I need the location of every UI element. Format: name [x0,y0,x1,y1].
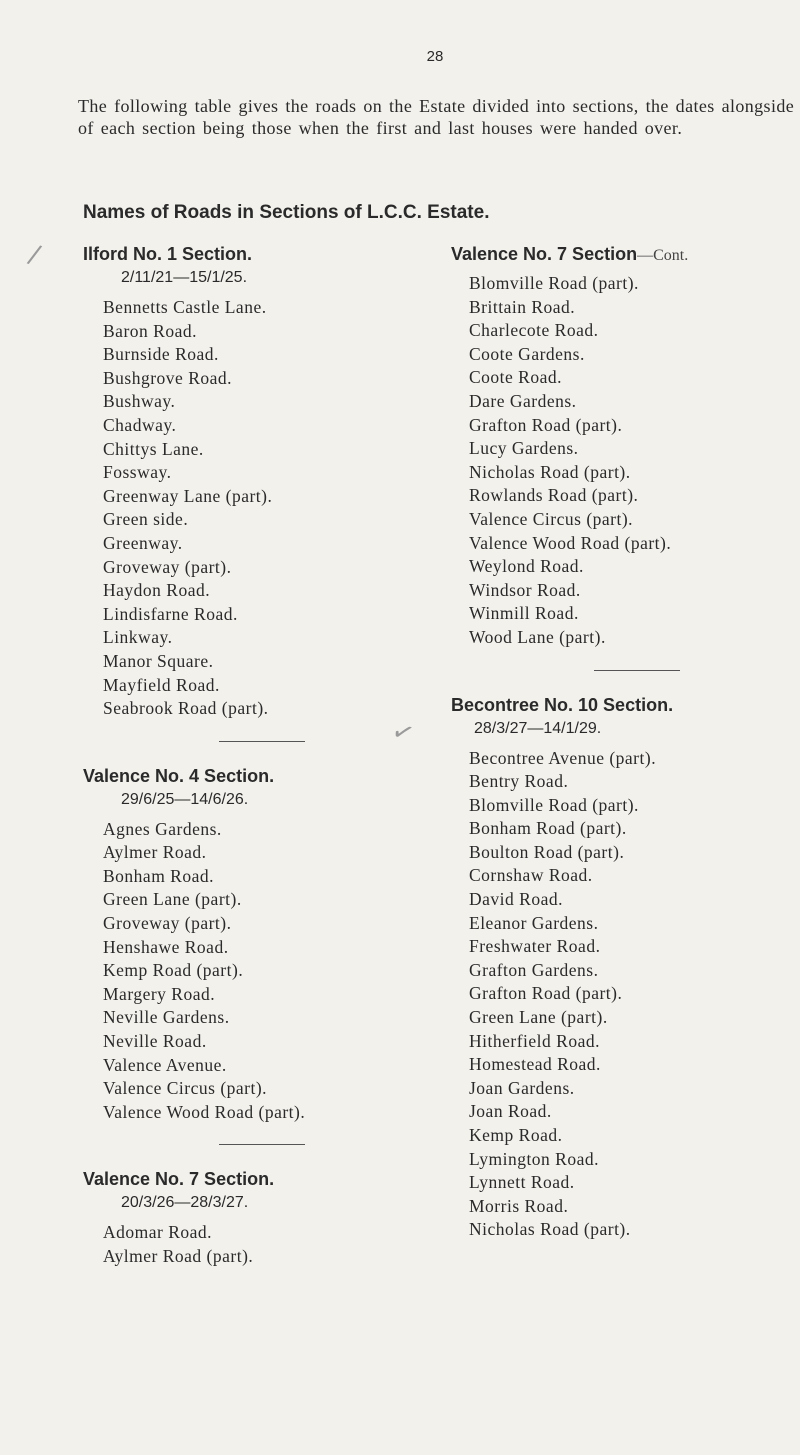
road-name: Greenway. [103,532,183,553]
road-name: Margery Road. [103,983,216,1004]
road-name: Hitherfield Road. [469,1030,600,1051]
section-valence-4 [83,764,443,1125]
section-heading-text: Valence No. 7 Section [451,244,638,264]
road-name: Valence Wood Road (part). [469,532,672,553]
road-name: Valence Circus (part). [103,1078,268,1099]
road-name: Chadway. [103,414,177,435]
road-name: Green side. [103,509,189,530]
section-heading: Valence No. 4 Section. [83,765,275,786]
road-name: Greenway Lane (part). [103,485,273,506]
pencil-tick-mark: ✓ [387,715,419,751]
road-name: Coote Road. [469,367,562,388]
road-name: Burnside Road. [103,344,219,365]
road-name: Aylmer Road (part). [103,1246,254,1266]
section-becontree-10 [451,693,796,1242]
road-name: Bonham Road (part). [469,818,627,839]
road-name: Boulton Road (part). [469,841,625,862]
road-name: Brittain Road. [469,296,576,317]
road-name: Homestead Road. [469,1054,601,1075]
road-name: Nicholas Road (part). [469,461,631,482]
road-name: Grafton Road (part). [469,414,623,435]
intro-paragraph: The following table gives the roads on the Estate divided into sections, the dates alongside of each section being those when the first and last houses were handed over. [78,96,795,138]
road-name: Chittys Lane. [103,438,204,459]
road-name: Lucy Gardens. [469,438,579,459]
road-name: Mayfield Road. [103,674,220,695]
road-name: Kemp Road (part). [103,960,244,981]
road-name: Winmill Road. [469,603,579,624]
section-heading: Ilford No. 1 Section. [83,244,253,264]
road-name: Nicholas Road (part). [469,1219,631,1240]
left-column [83,242,443,1269]
right-column [451,242,796,1242]
road-list [83,818,443,1125]
road-name: Joan Gardens. [469,1077,575,1098]
section-divider [219,1144,305,1145]
road-name: Lindisfarne Road. [103,603,238,624]
road-name: Fossway. [103,462,172,483]
road-list [83,1221,443,1268]
road-name: Aylmer Road. [103,842,207,863]
road-name: Bushway. [103,391,176,412]
road-name: Manor Square. [103,650,214,671]
section-heading [451,242,796,266]
road-name: Rowlands Road (part). [469,485,639,506]
road-name: David Road. [469,889,563,910]
road-name: Groveway (part). [103,913,232,934]
road-name: Green Lane (part). [469,1007,608,1028]
road-name: Morris Road. [469,1195,569,1216]
road-name: Seabrook Road (part). [103,698,269,719]
road-name: Neville Road. [103,1031,207,1052]
road-list [83,296,443,721]
road-name: Lynnett Road. [469,1172,575,1193]
road-name: Bushgrove Road. [103,367,233,388]
road-name: Lymington Road. [469,1148,599,1169]
road-name: Becontree Avenue (part). [469,747,657,768]
section-valence-7-cont [451,242,796,650]
road-name: Green Lane (part). [103,889,242,910]
road-name: Haydon Road. [103,580,211,601]
road-name: Joan Road. [469,1101,552,1122]
section-heading: Becontree No. 10 Section. [451,694,674,715]
section-divider [594,670,680,671]
road-name: Grafton Road (part). [469,983,623,1004]
road-name: Coote Gardens. [469,343,585,364]
road-name: Adomar Road. [103,1222,213,1243]
section-valence-7 [83,1167,443,1268]
road-name: Groveway (part). [103,556,232,577]
section-dates: 28/3/27—14/1/29. [474,719,602,737]
road-name: Charlecote Road. [469,320,599,341]
road-name: Linkway. [103,627,173,648]
section-dates: 29/6/25—14/6/26. [121,790,249,808]
road-name: Windsor Road. [469,579,581,600]
road-name: Kemp Road. [469,1125,563,1145]
road-name: Valence Circus (part). [469,508,634,529]
road-name: Bonham Road. [103,865,214,886]
road-name: Valence Wood Road (part). [103,1101,306,1122]
road-name: Wood Lane (part). [469,626,606,647]
continued-label: —Cont. [637,247,689,264]
road-list [451,747,796,1242]
section-heading: Valence No. 7 Section. [83,1169,275,1190]
road-name: Eleanor Gardens. [469,912,599,933]
section-dates: 2/11/21—15/1/25. [121,269,248,286]
road-name: Blomville Road (part). [469,794,639,815]
road-name: Henshawe Road. [103,936,229,957]
page-number: 28 [426,48,444,65]
road-name: Freshwater Road. [469,936,601,957]
road-name: Baron Road. [103,320,197,341]
road-list [451,272,796,650]
road-name: Neville Gardens. [103,1007,230,1028]
road-name: Grafton Gardens. [469,959,599,980]
road-name: Blomville Road (part). [469,273,639,293]
road-name: Bennetts Castle Lane. [103,297,267,317]
section-ilford-1 [83,242,443,721]
road-name: Weylond Road. [469,556,584,577]
table-title: Names of Roads in Sections of L.C.C. Estate. [83,202,490,223]
road-name: Agnes Gardens. [103,818,222,839]
road-name: Valence Avenue. [103,1054,227,1075]
section-dates: 20/3/26—28/3/27. [121,1194,249,1212]
section-divider [219,741,305,742]
road-name: Cornshaw Road. [469,865,593,886]
road-name: Dare Gardens. [469,390,577,411]
road-name: Bentry Road. [469,771,569,792]
pencil-tick-mark: / [25,239,44,271]
